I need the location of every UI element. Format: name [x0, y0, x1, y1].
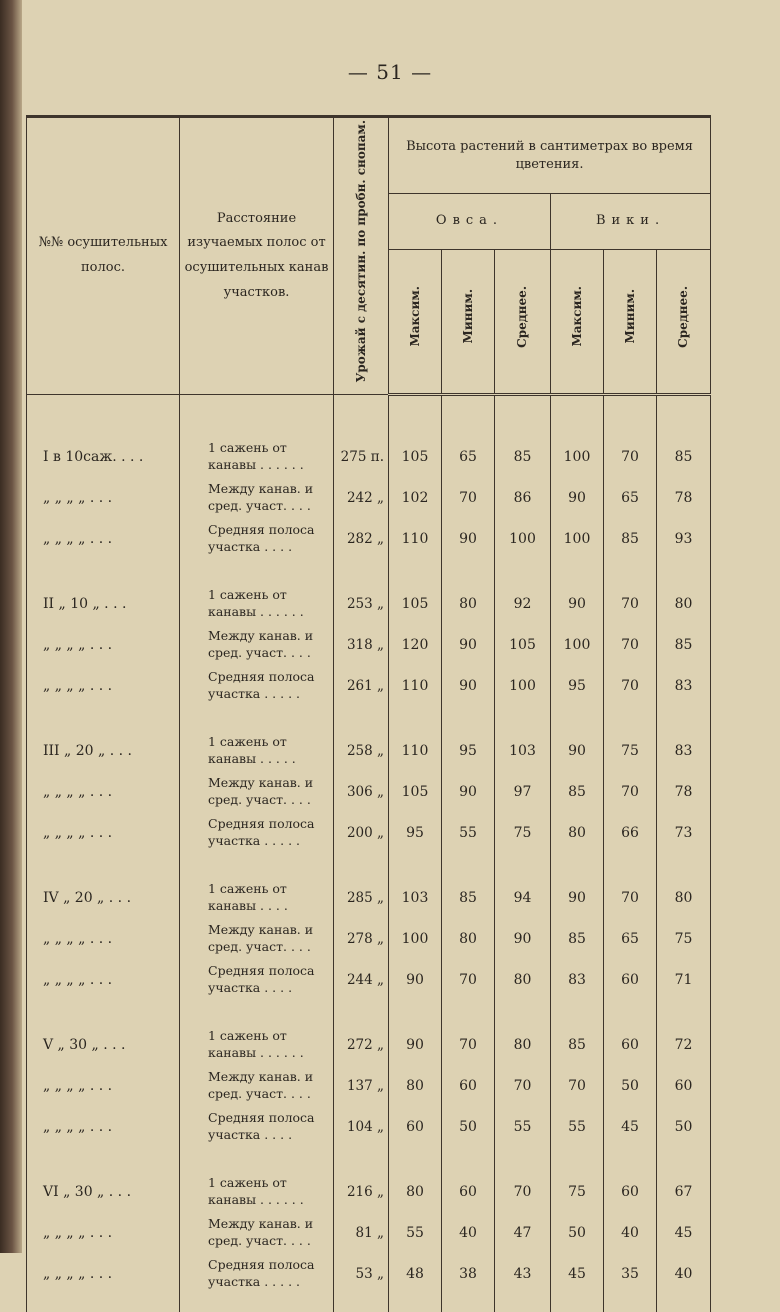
table-row [27, 1065, 711, 1106]
vetch-max-cell: 90 [551, 583, 604, 624]
vetch-avg-cell: 85 [657, 436, 711, 477]
vetch-max-cell: 45 [551, 1253, 604, 1294]
oats-avg-cell: 92 [495, 583, 551, 624]
header-vetch-avg: Среднее. [657, 249, 711, 394]
spacer-row [27, 706, 711, 730]
distance-cell [180, 1212, 334, 1253]
distance-text: Между канав. и сред. участ. . . . [208, 775, 314, 807]
strip-cell: I в 10саж. . . . [27, 436, 180, 477]
oats-avg-cell: 105 [495, 624, 551, 665]
vetch-avg-cell: 50 [657, 1106, 711, 1147]
spacer-row [27, 1147, 711, 1171]
oats-min-cell: 90 [442, 624, 495, 665]
oats-min-cell: 90 [442, 771, 495, 812]
table-row [27, 1024, 711, 1065]
distance-text: Средняя полоса участка . . . . . [208, 669, 315, 701]
distance-text: 1 сажень от канавы . . . . [208, 881, 288, 913]
vetch-max-cell: 85 [551, 1024, 604, 1065]
oats-min-cell: 70 [442, 1024, 495, 1065]
vetch-max-cell: 55 [551, 1106, 604, 1147]
yield-cell: 275 п. [334, 436, 389, 477]
oats-avg-cell: 94 [495, 877, 551, 918]
header-yield: Урожай с десятин. по пробн. снопам. [353, 120, 368, 383]
yield-cell: 261 „ [334, 665, 389, 706]
vetch-avg-cell: 78 [657, 477, 711, 518]
vetch-min-cell: 65 [604, 477, 657, 518]
vetch-avg-cell: 80 [657, 877, 711, 918]
oats-avg-cell: 70 [495, 1065, 551, 1106]
vetch-min-cell: 70 [604, 771, 657, 812]
distance-text: Между канав. и сред. участ. . . . [208, 922, 314, 954]
table-row [27, 1106, 711, 1147]
vetch-min-cell: 70 [604, 877, 657, 918]
oats-min-cell: 50 [442, 1106, 495, 1147]
strip-cell: „ „ „ „ . . . [27, 918, 180, 959]
vetch-max-cell: 85 [551, 771, 604, 812]
yield-cell: 81 „ [334, 1212, 389, 1253]
table-body [27, 395, 711, 1312]
distance-cell [180, 812, 334, 853]
yield-cell: 258 „ [334, 730, 389, 771]
vetch-max-cell: 80 [551, 812, 604, 853]
vetch-min-cell: 66 [604, 812, 657, 853]
vetch-min-cell: 65 [604, 918, 657, 959]
strip-cell: „ „ „ „ . . . [27, 624, 180, 665]
oats-min-cell: 85 [442, 877, 495, 918]
oats-max-cell: 100 [389, 918, 442, 959]
data-table [26, 115, 711, 1312]
yield-cell: 53 „ [334, 1253, 389, 1294]
yield-cell: 242 „ [334, 477, 389, 518]
oats-max-cell: 105 [389, 771, 442, 812]
oats-avg-cell: 85 [495, 436, 551, 477]
distance-text: Средняя полоса участка . . . . [208, 963, 315, 995]
oats-avg-cell: 100 [495, 665, 551, 706]
vetch-avg-cell: 75 [657, 918, 711, 959]
yield-cell: 306 „ [334, 771, 389, 812]
spacer-row [27, 853, 711, 877]
vetch-max-cell: 85 [551, 918, 604, 959]
oats-max-cell: 80 [389, 1065, 442, 1106]
vetch-min-cell: 60 [604, 1171, 657, 1212]
table-row [27, 436, 711, 477]
oats-max-cell: 90 [389, 1024, 442, 1065]
vetch-min-cell: 75 [604, 730, 657, 771]
oats-max-cell: 110 [389, 518, 442, 559]
vetch-min-cell: 60 [604, 1024, 657, 1065]
oats-min-cell: 90 [442, 665, 495, 706]
vetch-min-cell: 70 [604, 665, 657, 706]
vetch-avg-cell: 85 [657, 624, 711, 665]
vetch-avg-cell: 73 [657, 812, 711, 853]
distance-text: Средняя полоса участка . . . . . [208, 816, 315, 848]
strip-cell: „ „ „ „ . . . [27, 1253, 180, 1294]
distance-text: 1 сажень от канавы . . . . . [208, 734, 296, 766]
spacer-row [27, 395, 711, 437]
oats-max-cell: 80 [389, 1171, 442, 1212]
distance-cell [180, 730, 334, 771]
vetch-avg-cell: 45 [657, 1212, 711, 1253]
distance-text: Между канав. и сред. участ. . . . [208, 1216, 314, 1248]
vetch-avg-cell: 71 [657, 959, 711, 1000]
spacer-row [27, 1000, 711, 1024]
distance-cell [180, 436, 334, 477]
header-oats-avg: Среднее. [495, 249, 551, 394]
oats-max-cell: 102 [389, 477, 442, 518]
vetch-min-cell: 70 [604, 583, 657, 624]
yield-cell: 137 „ [334, 1065, 389, 1106]
table-row [27, 518, 711, 559]
strip-cell: „ „ „ „ . . . [27, 665, 180, 706]
oats-min-cell: 90 [442, 518, 495, 559]
strip-cell: VI „ 30 „ . . . [27, 1171, 180, 1212]
table-row [27, 477, 711, 518]
oats-avg-cell: 75 [495, 812, 551, 853]
vetch-max-cell: 70 [551, 1065, 604, 1106]
vetch-avg-cell: 60 [657, 1065, 711, 1106]
vetch-max-cell: 90 [551, 877, 604, 918]
oats-max-cell: 95 [389, 812, 442, 853]
oats-min-cell: 80 [442, 583, 495, 624]
distance-cell [180, 1171, 334, 1212]
distance-cell [180, 771, 334, 812]
distance-cell [180, 477, 334, 518]
oats-min-cell: 80 [442, 918, 495, 959]
strip-cell: „ „ „ „ . . . [27, 518, 180, 559]
strip-cell: II „ 10 „ . . . [27, 583, 180, 624]
yield-cell: 200 „ [334, 812, 389, 853]
distance-cell [180, 1065, 334, 1106]
table-row [27, 959, 711, 1000]
yield-cell: 244 „ [334, 959, 389, 1000]
header-yield-cell [334, 117, 389, 395]
oats-min-cell: 55 [442, 812, 495, 853]
vetch-avg-cell: 40 [657, 1253, 711, 1294]
oats-max-cell: 60 [389, 1106, 442, 1147]
header-vetch: Вики. [551, 194, 711, 250]
vetch-min-cell: 70 [604, 624, 657, 665]
spacer-row [27, 559, 711, 583]
vetch-min-cell: 85 [604, 518, 657, 559]
strip-cell: „ „ „ „ . . . [27, 1106, 180, 1147]
vetch-max-cell: 100 [551, 436, 604, 477]
strip-cell: IV „ 20 „ . . . [27, 877, 180, 918]
vetch-min-cell: 70 [604, 436, 657, 477]
oats-avg-cell: 90 [495, 918, 551, 959]
vetch-avg-cell: 93 [657, 518, 711, 559]
distance-text: 1 сажень от канавы . . . . . . [208, 1175, 304, 1207]
header-strip: №№ осушительных полос. [27, 117, 180, 395]
oats-avg-cell: 86 [495, 477, 551, 518]
table-row [27, 771, 711, 812]
oats-min-cell: 65 [442, 436, 495, 477]
strip-cell: V „ 30 „ . . . [27, 1024, 180, 1065]
distance-cell [180, 918, 334, 959]
vetch-max-cell: 83 [551, 959, 604, 1000]
distance-text: Между канав. и сред. участ. . . . [208, 628, 314, 660]
table-row [27, 1253, 711, 1294]
vetch-min-cell: 40 [604, 1212, 657, 1253]
distance-cell [180, 518, 334, 559]
oats-max-cell: 90 [389, 959, 442, 1000]
oats-max-cell: 48 [389, 1253, 442, 1294]
vetch-min-cell: 35 [604, 1253, 657, 1294]
strip-cell: „ „ „ „ . . . [27, 771, 180, 812]
oats-min-cell: 38 [442, 1253, 495, 1294]
table-row [27, 730, 711, 771]
table-row [27, 1212, 711, 1253]
distance-cell [180, 583, 334, 624]
yield-cell: 272 „ [334, 1024, 389, 1065]
vetch-max-cell: 100 [551, 518, 604, 559]
distance-cell [180, 1106, 334, 1147]
oats-min-cell: 40 [442, 1212, 495, 1253]
oats-max-cell: 103 [389, 877, 442, 918]
oats-max-cell: 120 [389, 624, 442, 665]
distance-text: 1 сажень от канавы . . . . . . [208, 440, 304, 472]
table-row [27, 1171, 711, 1212]
page-number: — 51 — [347, 60, 433, 84]
oats-avg-cell: 55 [495, 1106, 551, 1147]
vetch-max-cell: 90 [551, 477, 604, 518]
vetch-avg-cell: 83 [657, 730, 711, 771]
table-row [27, 583, 711, 624]
distance-text: Между канав. и сред. участ. . . . [208, 481, 314, 513]
header-vetch-min: Миним. [604, 249, 657, 394]
yield-cell: 285 „ [334, 877, 389, 918]
oats-min-cell: 95 [442, 730, 495, 771]
table-row [27, 877, 711, 918]
yield-cell: 253 „ [334, 583, 389, 624]
header-vetch-max: Максим. [551, 249, 604, 394]
oats-avg-cell: 103 [495, 730, 551, 771]
vetch-max-cell: 95 [551, 665, 604, 706]
vetch-max-cell: 90 [551, 730, 604, 771]
yield-cell: 278 „ [334, 918, 389, 959]
distance-cell [180, 877, 334, 918]
table-row [27, 918, 711, 959]
strip-cell: „ „ „ „ . . . [27, 959, 180, 1000]
oats-max-cell: 110 [389, 730, 442, 771]
spacer-row [27, 1294, 711, 1312]
distance-cell [180, 959, 334, 1000]
vetch-min-cell: 60 [604, 959, 657, 1000]
vetch-avg-cell: 78 [657, 771, 711, 812]
vetch-max-cell: 50 [551, 1212, 604, 1253]
table-row [27, 812, 711, 853]
book-spine-shadow [0, 0, 22, 1253]
yield-cell: 104 „ [334, 1106, 389, 1147]
distance-text: Средняя полоса участка . . . . . [208, 1257, 315, 1289]
vetch-max-cell: 75 [551, 1171, 604, 1212]
strip-cell: „ „ „ „ . . . [27, 1065, 180, 1106]
vetch-avg-cell: 80 [657, 583, 711, 624]
oats-avg-cell: 47 [495, 1212, 551, 1253]
oats-avg-cell: 80 [495, 959, 551, 1000]
yield-cell: 318 „ [334, 624, 389, 665]
distance-text: Средняя полоса участка . . . . [208, 522, 315, 554]
table-row [27, 624, 711, 665]
yield-cell: 216 „ [334, 1171, 389, 1212]
header-oats: Овса. [389, 194, 551, 250]
distance-text: Между канав. и сред. участ. . . . [208, 1069, 314, 1101]
table-row [27, 665, 711, 706]
header-oats-max: Максим. [389, 249, 442, 394]
header-height: Высота растений в сантиметрах во время цветения. [389, 117, 711, 194]
oats-avg-cell: 100 [495, 518, 551, 559]
oats-min-cell: 70 [442, 477, 495, 518]
distance-text: Средняя полоса участка . . . . [208, 1110, 315, 1142]
oats-max-cell: 105 [389, 436, 442, 477]
oats-min-cell: 60 [442, 1065, 495, 1106]
vetch-avg-cell: 83 [657, 665, 711, 706]
oats-max-cell: 55 [389, 1212, 442, 1253]
strip-cell: III „ 20 „ . . . [27, 730, 180, 771]
oats-min-cell: 60 [442, 1171, 495, 1212]
oats-avg-cell: 80 [495, 1024, 551, 1065]
oats-avg-cell: 97 [495, 771, 551, 812]
header-oats-min: Миним. [442, 249, 495, 394]
distance-cell [180, 624, 334, 665]
distance-cell [180, 1024, 334, 1065]
vetch-avg-cell: 67 [657, 1171, 711, 1212]
strip-cell: „ „ „ „ . . . [27, 1212, 180, 1253]
oats-min-cell: 70 [442, 959, 495, 1000]
oats-avg-cell: 43 [495, 1253, 551, 1294]
vetch-max-cell: 100 [551, 624, 604, 665]
yield-cell: 282 „ [334, 518, 389, 559]
distance-text: 1 сажень от канавы . . . . . . [208, 587, 304, 619]
vetch-min-cell: 45 [604, 1106, 657, 1147]
strip-cell: „ „ „ „ . . . [27, 812, 180, 853]
header-distance: Расстояние изучаемых полос от осушительных канав участков. [180, 117, 334, 395]
oats-avg-cell: 70 [495, 1171, 551, 1212]
vetch-min-cell: 50 [604, 1065, 657, 1106]
oats-max-cell: 110 [389, 665, 442, 706]
vetch-avg-cell: 72 [657, 1024, 711, 1065]
distance-cell [180, 665, 334, 706]
oats-max-cell: 105 [389, 583, 442, 624]
strip-cell: „ „ „ „ . . . [27, 477, 180, 518]
distance-cell [180, 1253, 334, 1294]
distance-text: 1 сажень от канавы . . . . . . [208, 1028, 304, 1060]
